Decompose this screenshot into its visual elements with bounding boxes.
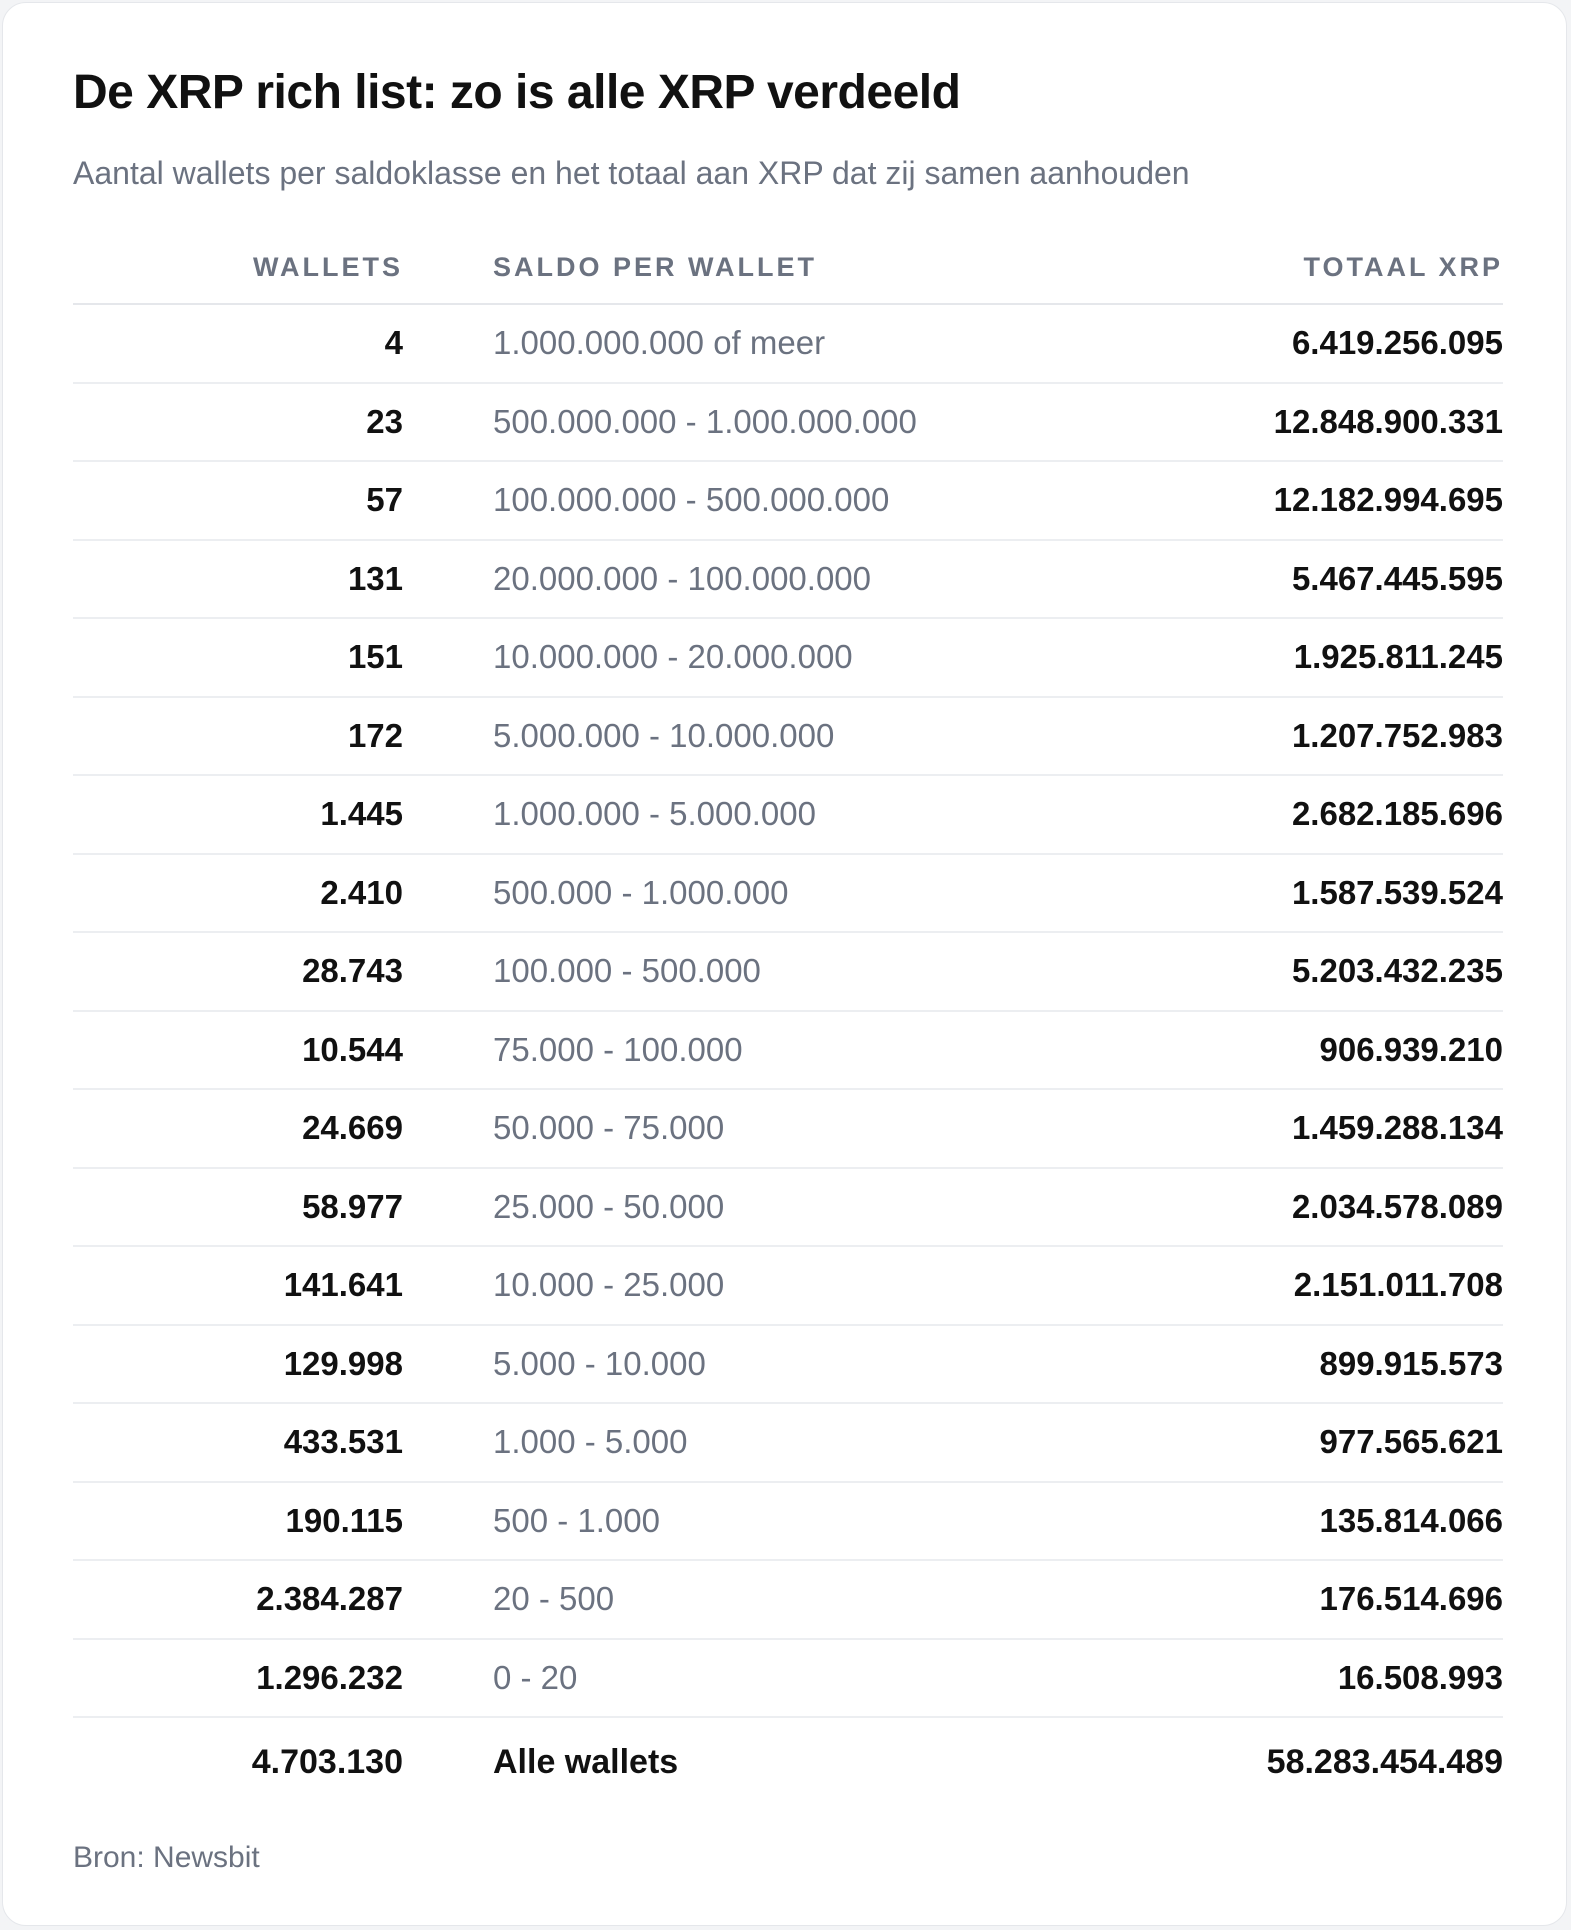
cell-totaal: 2.151.011.708 xyxy=(1293,1266,1503,1304)
table-row xyxy=(73,855,1503,934)
cell-wallets: 10.544 xyxy=(302,1030,403,1068)
cell-wallets: 172 xyxy=(347,716,403,754)
cell-saldo: 0 - 20 xyxy=(493,1658,578,1696)
cell-totaal: 16.508.993 xyxy=(1337,1658,1503,1696)
cell-saldo: 500.000.000 - 1.000.000.000 xyxy=(493,402,917,440)
cell-wallets: 129.998 xyxy=(283,1344,403,1382)
total-label: Alle wallets xyxy=(493,1742,679,1781)
cell-wallets: 141.641 xyxy=(283,1266,403,1304)
cell-saldo: 75.000 - 100.000 xyxy=(493,1030,743,1068)
page-subtitle: Aantal wallets per saldoklasse en het totaal aan XRP dat zij samen aanhouden xyxy=(73,155,1190,191)
cell-totaal: 1.459.288.134 xyxy=(1291,1109,1503,1147)
source-note: Bron: Newsbit xyxy=(73,1841,260,1874)
cell-wallets: 1.445 xyxy=(320,795,403,833)
cell-saldo: 20.000.000 - 100.000.000 xyxy=(493,559,872,597)
cell-saldo: 20 - 500 xyxy=(493,1580,615,1618)
column-header-wallets: WALLETS xyxy=(253,251,403,282)
cell-totaal: 176.514.696 xyxy=(1319,1580,1503,1618)
column-header-saldo: SALDO PER WALLET xyxy=(493,251,817,282)
cell-totaal: 1.207.752.983 xyxy=(1291,716,1503,754)
cell-wallets: 1.296.232 xyxy=(256,1658,403,1696)
table-row xyxy=(73,1012,1503,1091)
table-row xyxy=(73,1326,1503,1405)
cell-totaal: 977.565.621 xyxy=(1319,1423,1503,1461)
cell-saldo: 1.000 - 5.000 xyxy=(493,1423,688,1461)
total-wallets: 4.703.130 xyxy=(251,1742,403,1781)
table-row xyxy=(73,933,1503,1012)
cell-wallets: 24.669 xyxy=(302,1109,403,1147)
column-header-totaal: TOTAAL XRP xyxy=(1303,251,1503,282)
rich-list-table xyxy=(73,231,1503,1806)
cell-wallets: 57 xyxy=(366,481,403,519)
cell-saldo: 10.000.000 - 20.000.000 xyxy=(493,638,853,676)
cell-saldo: 5.000.000 - 10.000.000 xyxy=(493,716,835,754)
table-row xyxy=(73,384,1503,463)
table-row xyxy=(73,1561,1503,1640)
cell-saldo: 100.000.000 - 500.000.000 xyxy=(493,481,890,519)
cell-totaal: 6.419.256.095 xyxy=(1291,324,1503,362)
table-row xyxy=(73,1483,1503,1562)
cell-saldo: 5.000 - 10.000 xyxy=(493,1344,706,1382)
table-card xyxy=(2,2,1567,1926)
table-row xyxy=(73,305,1503,384)
cell-saldo: 1.000.000.000 of meer xyxy=(493,324,826,362)
cell-totaal: 1.925.811.245 xyxy=(1293,638,1503,676)
table-row xyxy=(73,776,1503,855)
cell-totaal: 906.939.210 xyxy=(1319,1030,1503,1068)
table-row xyxy=(73,541,1503,620)
total-xrp: 58.283.454.489 xyxy=(1266,1742,1503,1781)
cell-totaal: 5.203.432.235 xyxy=(1291,952,1503,990)
cell-totaal: 899.915.573 xyxy=(1319,1344,1503,1382)
cell-totaal: 12.182.994.695 xyxy=(1273,481,1503,519)
table-row xyxy=(73,1640,1503,1719)
cell-saldo: 25.000 - 50.000 xyxy=(493,1187,725,1225)
cell-wallets: 151 xyxy=(347,638,403,676)
cell-saldo: 500 - 1.000 xyxy=(493,1501,660,1539)
cell-saldo: 10.000 - 25.000 xyxy=(493,1266,725,1304)
cell-wallets: 58.977 xyxy=(302,1187,403,1225)
table-header xyxy=(73,231,1503,305)
cell-wallets: 131 xyxy=(347,559,403,597)
table-row xyxy=(73,462,1503,541)
cell-wallets: 28.743 xyxy=(302,952,403,990)
cell-totaal: 1.587.539.524 xyxy=(1291,873,1503,911)
cell-wallets: 23 xyxy=(366,402,403,440)
cell-saldo: 50.000 - 75.000 xyxy=(493,1109,725,1147)
cell-totaal: 2.682.185.696 xyxy=(1291,795,1503,833)
cell-saldo: 500.000 - 1.000.000 xyxy=(493,873,789,911)
table-row xyxy=(73,619,1503,698)
cell-wallets: 190.115 xyxy=(285,1501,403,1539)
table-row xyxy=(73,1090,1503,1169)
cell-totaal: 2.034.578.089 xyxy=(1291,1187,1503,1225)
table-body xyxy=(73,305,1503,1718)
table-row xyxy=(73,1169,1503,1248)
table-row xyxy=(73,1404,1503,1483)
table-row xyxy=(73,698,1503,777)
table-row xyxy=(73,1247,1503,1326)
cell-totaal: 5.467.445.595 xyxy=(1291,559,1503,597)
cell-wallets: 433.531 xyxy=(283,1423,403,1461)
table-total-row xyxy=(73,1718,1503,1806)
cell-totaal: 135.814.066 xyxy=(1319,1501,1503,1539)
cell-totaal: 12.848.900.331 xyxy=(1273,402,1503,440)
page-title: De XRP rich list: zo is alle XRP verdeeld xyxy=(73,66,961,119)
cell-wallets: 4 xyxy=(384,324,403,362)
cell-wallets: 2.384.287 xyxy=(256,1580,403,1618)
cell-saldo: 1.000.000 - 5.000.000 xyxy=(493,795,816,833)
cell-wallets: 2.410 xyxy=(320,873,403,911)
cell-saldo: 100.000 - 500.000 xyxy=(493,952,761,990)
